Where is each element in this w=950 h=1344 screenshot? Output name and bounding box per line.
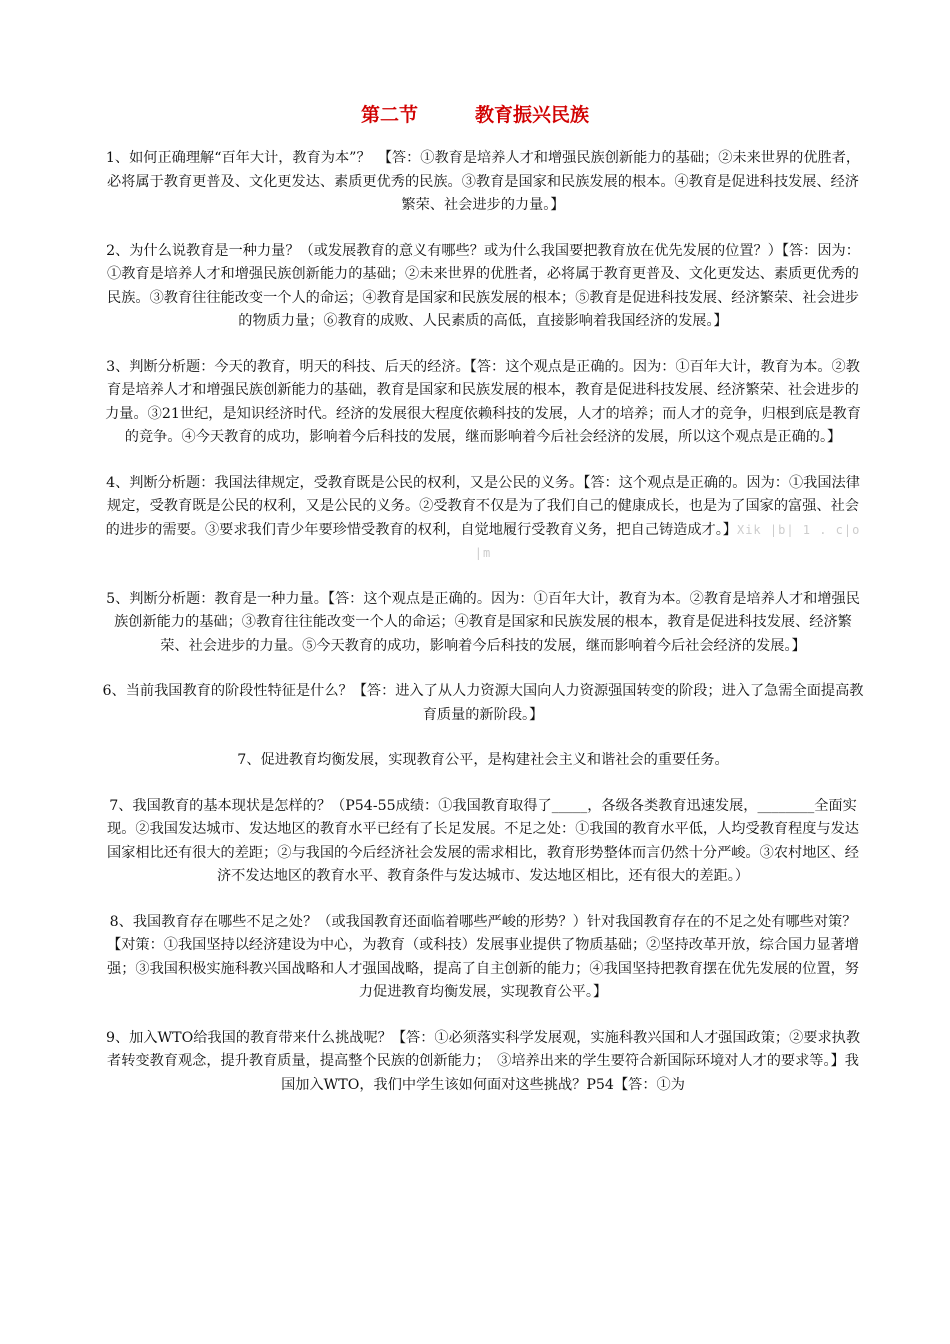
paragraph-2: 2、为什么说教育是一种力量？（或发展教育的意义有哪些？或为什么我国要把教育放在优先发展的位置？）【答：因为：①教育是培养人才和增强民族创新能力的基础；②未来世界的优胜者，必将属于教育更普及、文化更发达、素质更优秀的民族。③教育往往能改变一个人的命运；④教育是国家和民族发展的根本；⑤教育是促进科技发展、经济繁荣、社会进步的物质力量；⑥教育的成败、人民素质的高低，直接影响着我国经济的发展。】 xyxy=(106,242,860,329)
paragraph-5: 5、判断分析题：教育是一种力量。【答：这个观点是正确的。因为：①百年大计，教育为本。②教育是培养人才和增强民族创新能力的基础；③教育往往能改变一个人的命运；④教育是国家和民族发展的根本，教育是促进科技发展、经济繁荣、社会进步的力量。⑤今天教育的成功，影响着今后科技的发展，继而影响着今后社会经济的发展。】 xyxy=(106,590,860,654)
paragraph-3: 3、判断分析题：今天的教育，明天的科技、后天的经济。【答：这个观点是正确的。因为：①百年大计，教育为本。②教育是培养人才和增强民族创新能力的基础，教育是国家和民族发展的根本，教育是促进科技发展、经济繁荣、社会进步的力量。③21世纪，是知识经济时代。经济的发展很大程度依赖科技的发展，人才的培养；而人才的竞争，归根到底是教育的竞争。④今天教育的成功，影响着今后科技的发展，继而影响着今后社会经济的发展，所以这个观点是正确的。】 xyxy=(105,358,861,445)
paragraph-7-question: 7、我国教育的基本现状是怎样的？（P54-55成绩：①我国教育取得了_____，各级各类教育迅速发展，________全面实现。②我国发达城市、发达地区的教育水平已经有了长足发展。不足之处：①我国的教育水平低，人均受教育程度与发达国家相比还有很大的差距；②与我国的今后经济社会发展的需求相比，教育形势整体而言仍然十分严峻。③农村地区、经济不发达地区的教育水平、教育条件与发达城市、发达地区相比，还有很大的差距。） xyxy=(107,797,859,884)
paragraph-7-statement: 7、促进教育均衡发展，实现教育公平，是构建社会主义和谐社会的重要任务。 xyxy=(237,752,729,768)
paragraph-9: 9、加入WTO给我国的教育带来什么挑战呢？【答：①必须落实科学发展观，实施科教兴国和人才强国政策；②要求执教者转变教育观念，提升教育质量，提高整个民族的创新能力； ③培养出来的学生要符合新国际环境对人才的要求等。】我国加入WTO，我们中学生该如何面对这些挑战？P54【答：①为 xyxy=(105,1029,861,1093)
document-body xyxy=(100,147,866,1119)
paragraph-8: 8、我国教育存在哪些不足之处？（或我国教育还面临着哪些严峻的形势？）针对我国教育存在的不足之处有哪些对策？【对策：①我国坚持以经济建设为中心，为教育（或科技）发展事业提供了物质基础；②坚持改革开放，综合国力显著增强；③我国积极实施科教兴国战略和人才强国战略，提高了自主创新的能力；④我国坚持把教育摆在优先发展的位置，努力促进教育均衡发展，实现教育公平。】 xyxy=(107,913,859,1000)
paragraph-6: 6、当前我国教育的阶段性特征是什么？【答：进入了从人力资源大国向人力资源强国转变的阶段；进入了急需全面提高教育质量的新阶段。】 xyxy=(102,683,864,723)
paragraph-4 xyxy=(100,472,866,566)
paragraph-1: 1、如何正确理解“百年大计，教育为本”？ 【答：①教育是培养人才和增强民族创新能力的基础；②未来世界的优胜者，必将属于教育更普及、文化更发达、素质更优秀的民族。③教育是国家和民族发展的根本。④教育是促进科技发展、经济繁荣、社会进步的力量。】 xyxy=(105,150,861,213)
paragraph-4-text: 4、判断分析题：我国法律规定，受教育既是公民的权利，又是公民的义务。【答：这个观点是正确的。因为：①我国法律规定，受教育既是公民的权利，又是公民的义务。②受教育不仅是为了我们自己的健康成长，也是为了国家的富强、社会的进步的需要。③要求我们青少年要珍惜受教育的权利，自觉地履行受教育义务，把自己铸造成才。】 xyxy=(105,474,860,538)
section-title: 第二节 教育振兴民族 xyxy=(360,104,589,126)
watermark-text: Xik |b| 1 . c|o |m xyxy=(474,522,861,560)
